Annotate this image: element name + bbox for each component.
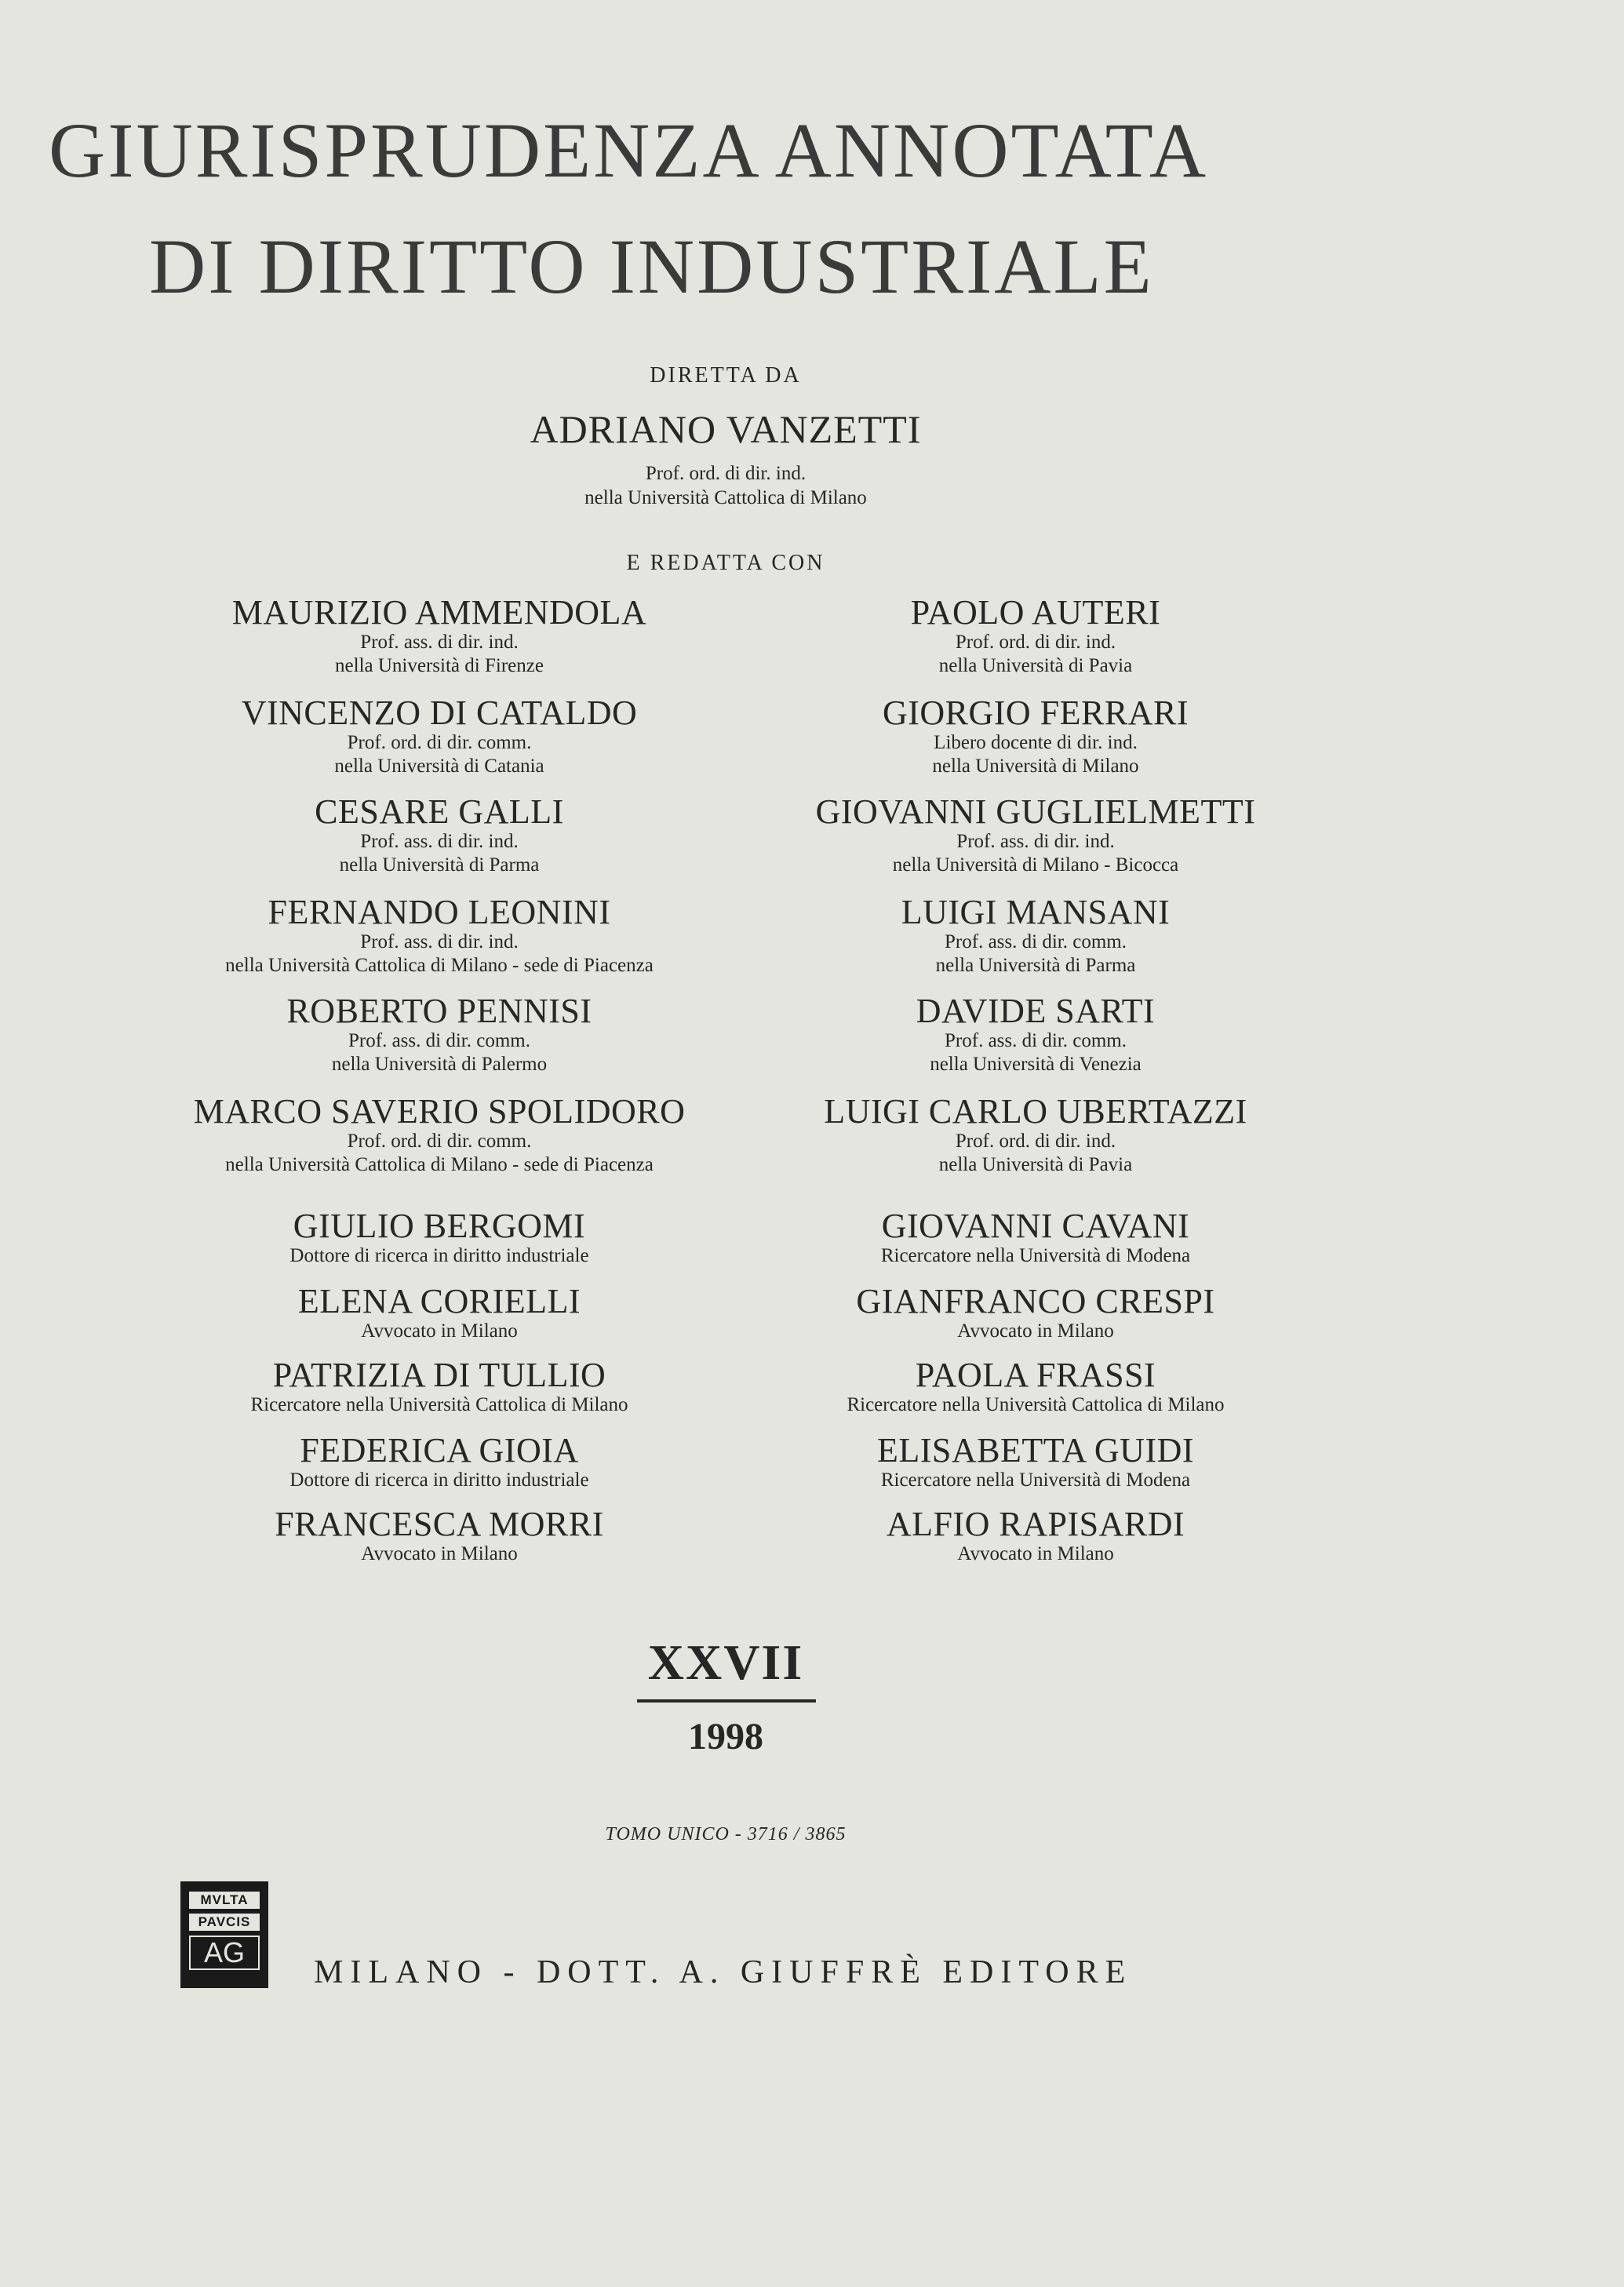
editor-name: GIULIO BERGOMI — [293, 1207, 586, 1245]
editor-entry — [141, 1357, 737, 1417]
editor-entry — [737, 1357, 1334, 1417]
editor-title: Libero docente di dir. ind. — [934, 732, 1138, 754]
editor-title: Prof. ord. di dir. ind. — [955, 1131, 1116, 1153]
editor-name: GIANFRANCO CRESPI — [856, 1282, 1215, 1320]
editor-entry — [737, 993, 1334, 1076]
editor-name: ELENA CORIELLI — [297, 1282, 581, 1320]
editor-entry — [141, 794, 737, 877]
editor-title: Avvocato in Milano — [361, 1320, 518, 1342]
editor-name: GIOVANNI CAVANI — [881, 1207, 1190, 1245]
editor-entry — [141, 695, 737, 778]
editor-entry — [141, 1094, 737, 1177]
editor-name: ROBERTO PENNISI — [286, 992, 592, 1030]
editor-entry — [737, 1433, 1334, 1492]
editor-university: nella Università Cattolica di Milano - sede di Piacenza — [225, 955, 654, 977]
editor-name: FRANCESCA MORRI — [275, 1505, 604, 1543]
editor-entry — [141, 595, 737, 678]
journal-title-line-1: GIURISPRUDENZA ANNOTATA — [49, 107, 1209, 194]
editor-title: Dottore di ricerca in diritto industriale — [289, 1245, 589, 1267]
editor-name: DAVIDE SARTI — [916, 992, 1156, 1030]
editor-title: Ricercatore nella Università Cattolica di Milano — [847, 1394, 1225, 1416]
editor-university: nella Università di Palermo — [331, 1054, 548, 1076]
editor-title: Ricercatore nella Università Cattolica di Milano — [250, 1394, 628, 1416]
tomo-info: TOMO UNICO - 3716 / 3865 — [605, 1824, 847, 1845]
editor-university: nella Università di Milano - Bicocca — [892, 854, 1179, 876]
editor-university: nella Università di Venezia — [930, 1054, 1142, 1076]
editor-name: ELISABETTA GUIDI — [876, 1431, 1195, 1469]
editor-university: nella Università di Milano — [932, 756, 1139, 778]
editor-title: Prof. ord. di dir. comm. — [347, 1131, 532, 1153]
editor-title: Prof. ass. di dir. ind. — [956, 831, 1115, 853]
editor-entry — [737, 1284, 1334, 1343]
editor-title: Prof. ord. di dir. ind. — [955, 632, 1116, 654]
editor-entry — [737, 1208, 1334, 1268]
editor-name: ALFIO RAPISARDI — [886, 1505, 1185, 1543]
editor-entry — [737, 894, 1334, 978]
editor-title: Prof. ass. di dir. ind. — [360, 632, 519, 654]
editor-title: Prof. ord. di dir. comm. — [347, 732, 532, 754]
editor-title: Ricercatore nella Università di Modena — [880, 1245, 1191, 1267]
editor-name: FERNANDO LEONINI — [268, 893, 611, 931]
editor-name: MARCO SAVERIO SPOLIDORO — [193, 1092, 686, 1131]
editor-entry — [737, 595, 1334, 678]
editor-title: Prof. ass. di dir. ind. — [360, 931, 519, 953]
editor-entry — [141, 993, 737, 1076]
editor-name: LUIGI CARLO UBERTAZZI — [824, 1092, 1247, 1131]
editor-entry — [141, 894, 737, 978]
director-university: nella Università Cattolica di Milano — [584, 487, 867, 508]
logo-initials: AG — [189, 1936, 260, 1970]
directed-by-label: DIRETTA DA — [650, 363, 802, 388]
editor-name: FEDERICA GIOIA — [300, 1431, 579, 1469]
publisher-line: MILANO - DOTT. A. GIUFFRÈ EDITORE — [314, 1954, 1133, 1990]
editor-name: GIOVANNI GUGLIELMETTI — [815, 792, 1256, 831]
editor-entry — [737, 1506, 1334, 1566]
edited-with-label: E REDATTA CON — [626, 551, 825, 575]
editor-title: Dottore di ricerca in diritto industriale — [289, 1469, 589, 1491]
editor-entry — [141, 1433, 737, 1492]
volume-number: XXVII — [647, 1634, 804, 1690]
editor-entry — [737, 794, 1334, 877]
director-name: ADRIANO VANZETTI — [530, 407, 922, 451]
editor-name: PAOLO AUTERI — [910, 593, 1161, 632]
editor-entry — [737, 695, 1334, 778]
editor-name: PATRIZIA DI TULLIO — [272, 1356, 606, 1394]
editor-name: PAOLA FRASSI — [915, 1356, 1156, 1394]
editor-university: nella Università di Firenze — [335, 655, 544, 677]
editor-entry — [737, 1094, 1334, 1177]
logo-word-2: PAVCIS — [189, 1914, 260, 1931]
publisher-logo — [180, 1881, 268, 1988]
editor-university: nella Università di Catania — [334, 756, 544, 778]
editor-entry — [141, 1506, 737, 1566]
editor-name: CESARE GALLI — [315, 792, 564, 831]
editor-name: GIORGIO FERRARI — [882, 694, 1189, 732]
editor-university: nella Università Cattolica di Milano - sede di Piacenza — [225, 1154, 654, 1176]
editor-title: Avvocato in Milano — [957, 1320, 1114, 1342]
editor-name: LUIGI MANSANI — [901, 893, 1171, 931]
logo-word-1: MVLTA — [189, 1892, 260, 1909]
editor-title: Prof. ass. di dir. comm. — [945, 931, 1127, 953]
editor-name: MAURIZIO AMMENDOLA — [231, 593, 647, 632]
editor-title: Avvocato in Milano — [361, 1543, 518, 1565]
editor-title: Avvocato in Milano — [957, 1543, 1114, 1565]
volume-year: 1998 — [688, 1716, 763, 1757]
editor-name: VINCENZO DI CATALDO — [241, 694, 638, 732]
editor-entry — [141, 1208, 737, 1268]
editor-entry — [141, 1284, 737, 1343]
editor-university: nella Università di Pavia — [938, 655, 1133, 677]
editor-university: nella Università di Pavia — [938, 1154, 1133, 1176]
editor-university: nella Università di Parma — [339, 854, 540, 876]
editor-university: nella Università di Parma — [935, 955, 1136, 977]
journal-title-line-2: DI DIRITTO INDUSTRIALE — [149, 223, 1154, 310]
editor-title: Ricercatore nella Università di Modena — [880, 1469, 1191, 1491]
volume-underline — [637, 1699, 816, 1703]
editor-title: Prof. ass. di dir. ind. — [360, 831, 519, 853]
editor-title: Prof. ass. di dir. comm. — [945, 1030, 1127, 1052]
director-title: Prof. ord. di dir. ind. — [645, 463, 807, 484]
editor-title: Prof. ass. di dir. comm. — [348, 1030, 530, 1052]
